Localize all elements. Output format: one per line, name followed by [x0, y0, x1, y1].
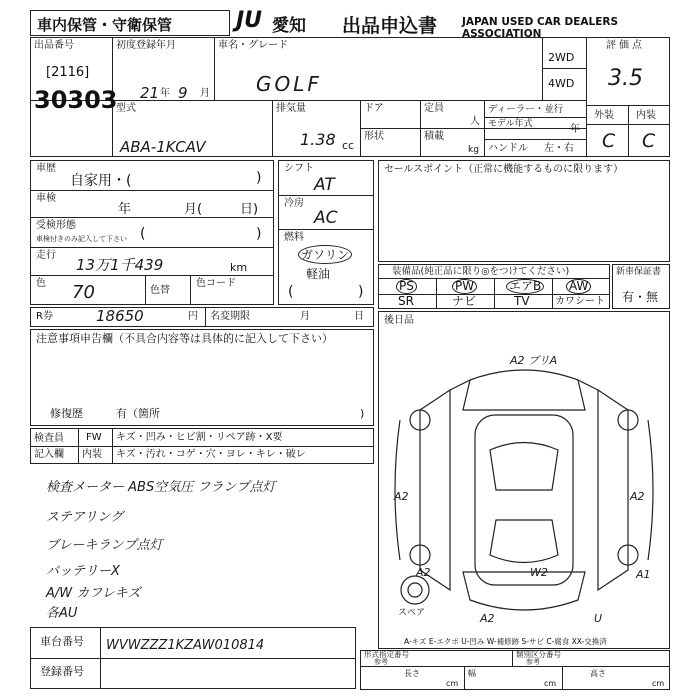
- vehicle-info-block: [30, 160, 274, 305]
- exterior-value: C: [602, 130, 616, 152]
- lot-number: 30303: [34, 86, 118, 114]
- displacement-unit: cc: [342, 139, 355, 152]
- equipment-tv: TV: [514, 294, 530, 308]
- interior-label: 内装: [636, 110, 656, 121]
- aircon-label: 冷房: [284, 198, 304, 209]
- color-change-label: 色替: [150, 285, 170, 296]
- model-name-label: 車名・グレード: [218, 40, 288, 51]
- checker-interior-label: 内装: [82, 449, 102, 460]
- mileage-label: 走行: [36, 250, 56, 261]
- displacement-value: 1.38: [300, 130, 336, 149]
- displacement-label: 排気量: [276, 103, 306, 114]
- model-name-value: GOLF: [256, 72, 322, 96]
- repair-close: ): [360, 407, 365, 420]
- score-label: 評価点: [606, 40, 645, 51]
- handle-label: ハンドル: [488, 143, 528, 154]
- remark-line: バッテリーX: [46, 564, 120, 579]
- remark-line: ステアリング: [46, 510, 123, 525]
- registration-year: 21: [140, 84, 160, 102]
- capacity-unit: 人: [470, 116, 480, 127]
- shift-label: シフト: [284, 163, 314, 174]
- drive-2wd: 2WD: [548, 51, 575, 64]
- recycle-label: R券: [36, 311, 53, 322]
- logo-mark: JU: [236, 8, 263, 33]
- later-field-label: 後日品: [384, 315, 414, 326]
- model-code-label: 型式: [116, 103, 136, 114]
- registration-month: 9: [178, 84, 188, 102]
- handle-value: 左・右: [544, 143, 574, 154]
- fuel-open: (: [288, 284, 294, 300]
- door-label: ドア: [364, 103, 384, 114]
- inspection-label: 車検: [36, 193, 56, 204]
- checker-interior-value: キズ・汚れ・コゲ・穴・ヨレ・キレ・破レ: [116, 449, 306, 460]
- equipment-pw: PW: [452, 279, 477, 294]
- width-label: 幅: [468, 669, 476, 678]
- equipment-navi: ナビ: [452, 294, 477, 308]
- remark-line: ブレーキランプ点灯: [46, 538, 163, 553]
- damage-legend: A-キズ E-エクボ U-凹み W-補修跡 S-サビ C-腐食 XX-交換済: [404, 637, 607, 646]
- association-name: JAPAN USED CAR DEALERS ASSOCIATION: [462, 16, 619, 40]
- cert-type-ref: 参考: [374, 658, 388, 666]
- equipment-ps: PS: [396, 279, 417, 294]
- aircon-value: AC: [314, 208, 338, 228]
- equipment-aw: AW: [566, 279, 591, 294]
- shape-label: 形状: [364, 131, 384, 142]
- accept-sub: 車検付きのみ記入して下さい: [36, 235, 127, 243]
- color-value: 70: [72, 282, 95, 303]
- registration-label: 初度登録年月: [116, 40, 176, 51]
- recycle-row: [30, 307, 374, 327]
- drive-4wd: 4WD: [548, 77, 575, 90]
- lot-label: 出品番号: [34, 40, 74, 51]
- checker-fw-label: FW: [86, 432, 102, 443]
- fuel-label: 燃料: [284, 232, 304, 243]
- shift-value: AT: [314, 175, 335, 195]
- interior-value: C: [642, 130, 656, 152]
- inspection-day: 日): [240, 202, 259, 217]
- name-change-day: 日: [354, 311, 364, 322]
- equipment-label: 装備品(純正品に限り◎をつけてください): [392, 266, 570, 277]
- history-label: 車歴: [36, 163, 56, 174]
- repair-label: 修復歴: [50, 407, 83, 420]
- color-code-label: 色コード: [196, 278, 236, 289]
- history-close: ): [256, 170, 262, 186]
- checker-writer: 記入欄: [34, 449, 64, 460]
- remark-line: 各AU: [46, 606, 78, 621]
- equipment-seat: カワシート: [555, 296, 605, 307]
- warranty-value: 有・無: [622, 290, 659, 304]
- remark-line: A/W カフレキズ: [46, 586, 141, 601]
- fuel-close: ): [358, 284, 364, 300]
- sales-point-block: [378, 160, 670, 262]
- name-change-label: 名変期限: [210, 311, 250, 322]
- repair-value: 有（箇所: [116, 407, 160, 420]
- history-value: 自家用・(: [70, 173, 132, 189]
- storage-note-box: [30, 10, 230, 36]
- warranty-label: 新車保証書: [616, 267, 662, 277]
- damage-mark: A2: [630, 490, 645, 503]
- damage-mark: A2: [394, 490, 409, 503]
- storage-note: 車内保管・守衛保管: [37, 16, 173, 34]
- damage-mark: W2: [530, 566, 548, 579]
- fuel-gas: ガソリン: [298, 245, 352, 264]
- damage-mark: A2: [416, 566, 431, 579]
- damage-mark: A2 ブリA: [510, 354, 558, 367]
- name-change-month: 月: [300, 311, 310, 322]
- checker-label: 検査員: [34, 433, 64, 444]
- damage-mark: A1: [636, 568, 651, 581]
- registration-month-unit: 月: [200, 88, 210, 99]
- length-label: 長さ: [404, 669, 420, 678]
- lot-bracket: [2116]: [46, 65, 90, 80]
- exterior-label: 外装: [594, 110, 614, 121]
- width-unit: cm: [544, 679, 557, 688]
- height-unit: cm: [652, 679, 665, 688]
- fuel-diesel: 軽油: [306, 267, 331, 281]
- equipment-airbag: エアB: [506, 279, 544, 294]
- mileage-value: 13万1千439: [76, 256, 164, 274]
- checker-fw-value: キズ・凹み・ヒビ割・リペア跡・X要: [116, 432, 283, 443]
- class-no-ref: 参考: [526, 658, 540, 666]
- load-label: 積載: [424, 131, 444, 142]
- accept-close: ): [256, 226, 262, 242]
- length-unit: cm: [446, 679, 459, 688]
- registration-year-unit: 年: [160, 88, 170, 99]
- class-no-label: 類別区分番号: [516, 650, 561, 659]
- accept-open: (: [140, 226, 146, 242]
- recycle-value: 18650: [96, 307, 144, 325]
- height-label: 高さ: [590, 669, 606, 678]
- load-unit: kg: [468, 145, 479, 155]
- equipment-sr: SR: [398, 294, 414, 308]
- model-year-unit: 年: [570, 124, 580, 135]
- model-year-label: モデル年式: [488, 119, 533, 129]
- capacity-label: 定員: [424, 103, 444, 114]
- plate-label: 登録番号: [40, 665, 84, 678]
- damage-mark: U: [594, 612, 603, 625]
- damage-mark: A2: [480, 612, 495, 625]
- color-label: 色: [36, 278, 46, 289]
- notes-label: 注意事項申告欄（不具合内容等は具体的に記入して下さい）: [36, 332, 333, 345]
- chassis-label: 車台番号: [40, 635, 84, 648]
- cert-type-label: 形式指定番号: [364, 650, 409, 659]
- recycle-unit: 円: [188, 311, 198, 322]
- logo-region: 愛知: [272, 16, 306, 36]
- model-code-value: ABA-1KCAV: [120, 138, 206, 156]
- accept-label: 受検形態: [36, 220, 76, 231]
- inspection-year: 年: [118, 202, 132, 217]
- score-value: 3.5: [608, 66, 643, 91]
- inspection-month: 月(: [184, 202, 203, 217]
- car-damage-diagram: [380, 340, 668, 640]
- sheet-title: 出品申込書: [342, 15, 438, 37]
- spare-label: スペア: [398, 608, 426, 618]
- mileage-unit: km: [230, 261, 248, 274]
- remark-line: 検査メーター ABS空気圧 フランプ点灯: [46, 480, 276, 495]
- chassis-value: WVWZZZ1KZAW010814: [106, 638, 265, 653]
- sales-point-label: セールスポイント（正常に機能するものに限ります）: [384, 164, 624, 175]
- dealer-label: ディーラー・並行: [488, 104, 564, 115]
